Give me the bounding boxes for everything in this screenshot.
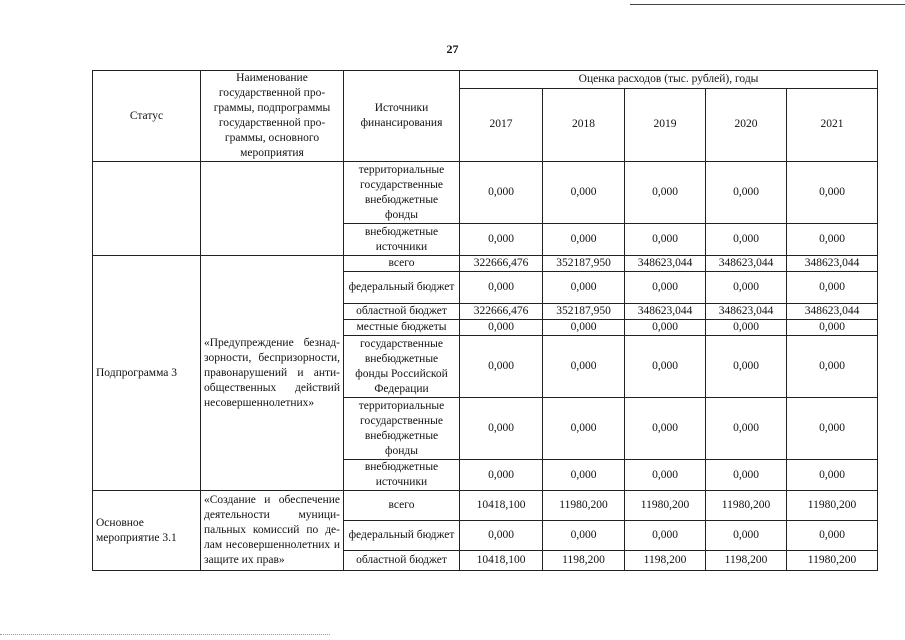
value-cell: 0,000	[625, 336, 706, 398]
value-cell: 348623,044	[625, 304, 706, 320]
value-cell: 1198,200	[706, 551, 787, 571]
value-cell: 352187,950	[543, 304, 625, 320]
value-cell: 0,000	[625, 272, 706, 304]
value-cell: 348623,044	[625, 256, 706, 272]
value-cell: 0,000	[543, 272, 625, 304]
page-number: 27	[446, 42, 459, 56]
status-cell-empty	[93, 162, 201, 256]
header-row	[93, 71, 878, 89]
source-cell: областной бюджет	[344, 304, 460, 320]
value-cell: 0,000	[787, 224, 878, 256]
value-cell: 0,000	[787, 521, 878, 551]
value-cell: 11980,200	[543, 491, 625, 521]
source-cell: областной бюджет	[344, 551, 460, 571]
source-cell: всего	[344, 256, 460, 272]
value-cell: 0,000	[543, 336, 625, 398]
value-cell: 0,000	[625, 224, 706, 256]
value-cell: 0,000	[460, 398, 543, 460]
value-cell: 348623,044	[706, 304, 787, 320]
source-cell: государственные внебюджетные фонды Российской Федерации	[344, 336, 460, 398]
value-cell: 322666,476	[460, 304, 543, 320]
value-cell: 0,000	[706, 162, 787, 224]
value-cell: 0,000	[706, 460, 787, 491]
value-cell: 10418,100	[460, 491, 543, 521]
value-cell: 1198,200	[543, 551, 625, 571]
value-cell: 0,000	[625, 162, 706, 224]
header-year: 2019	[625, 88, 706, 161]
value-cell: 0,000	[460, 320, 543, 336]
subprogram-status: Подпрограмма 3	[93, 256, 201, 491]
header-year: 2020	[706, 88, 787, 161]
value-cell: 1198,200	[625, 551, 706, 571]
value-cell: 0,000	[460, 336, 543, 398]
value-cell: 348623,044	[706, 256, 787, 272]
value-cell: 11980,200	[787, 551, 878, 571]
value-cell: 0,000	[787, 398, 878, 460]
source-cell: внебюджетные источники	[344, 460, 460, 491]
value-cell: 11980,200	[706, 491, 787, 521]
source-cell: федеральный бюджет	[344, 521, 460, 551]
top-rule	[630, 4, 905, 5]
source-cell: внебюджетные источники	[344, 224, 460, 256]
measure-status: Основное мероприятие 3.1	[93, 491, 201, 571]
value-cell: 0,000	[460, 162, 543, 224]
name-cell-empty	[201, 162, 344, 256]
value-cell: 0,000	[787, 162, 878, 224]
value-cell: 0,000	[787, 272, 878, 304]
value-cell: 322666,476	[460, 256, 543, 272]
value-cell: 0,000	[543, 224, 625, 256]
source-cell: всего	[344, 491, 460, 521]
value-cell: 10418,100	[460, 551, 543, 571]
measure-name: «Создание и обеспечение деятельности муници-пальных комиссий по де-лам несовершеннолетних и защите их прав»	[201, 491, 344, 571]
table-row	[93, 256, 878, 272]
header-year: 2017	[460, 88, 543, 161]
value-cell: 0,000	[625, 460, 706, 491]
header-sources: Источники финансирования	[344, 71, 460, 162]
value-cell: 352187,950	[543, 256, 625, 272]
value-cell: 0,000	[706, 224, 787, 256]
value-cell: 0,000	[787, 336, 878, 398]
value-cell: 11980,200	[787, 491, 878, 521]
value-cell: 0,000	[460, 272, 543, 304]
value-cell: 0,000	[543, 320, 625, 336]
value-cell: 0,000	[543, 398, 625, 460]
value-cell: 348623,044	[787, 304, 878, 320]
source-cell: местные бюджеты	[344, 320, 460, 336]
value-cell: 0,000	[460, 224, 543, 256]
value-cell: 0,000	[625, 521, 706, 551]
value-cell: 0,000	[625, 398, 706, 460]
value-cell: 0,000	[787, 460, 878, 491]
value-cell: 348623,044	[787, 256, 878, 272]
budget-table	[92, 70, 878, 571]
value-cell: 0,000	[543, 521, 625, 551]
source-cell: федеральный бюджет	[344, 272, 460, 304]
value-cell: 0,000	[460, 521, 543, 551]
header-year: 2018	[543, 88, 625, 161]
value-cell: 0,000	[543, 460, 625, 491]
header-estimate: Оценка расходов (тыс. рублей), годы	[460, 71, 878, 89]
header-status: Статус	[93, 71, 201, 162]
value-cell: 0,000	[706, 521, 787, 551]
source-cell: территориальные государственные внебюджетные фонды	[344, 398, 460, 460]
value-cell: 0,000	[706, 336, 787, 398]
header-year: 2021	[787, 88, 878, 161]
value-cell: 0,000	[706, 320, 787, 336]
scan-artifact-line	[0, 634, 330, 636]
value-cell: 0,000	[787, 320, 878, 336]
subprogram-name: «Предупреждение безнад-зорности, беспризорности, правонарушений и анти-общественных действий несовершеннолетних»	[201, 256, 344, 491]
value-cell: 0,000	[706, 272, 787, 304]
source-cell: территориальные государственные внебюджетные фонды	[344, 162, 460, 224]
value-cell: 0,000	[706, 398, 787, 460]
table-row	[93, 491, 878, 521]
value-cell: 11980,200	[625, 491, 706, 521]
table-row	[93, 162, 878, 224]
value-cell: 0,000	[460, 460, 543, 491]
value-cell: 0,000	[625, 320, 706, 336]
value-cell: 0,000	[543, 162, 625, 224]
header-name: Наименование государственной про-граммы, подпрограммы государственной про-граммы, основного мероприятия	[201, 71, 344, 162]
